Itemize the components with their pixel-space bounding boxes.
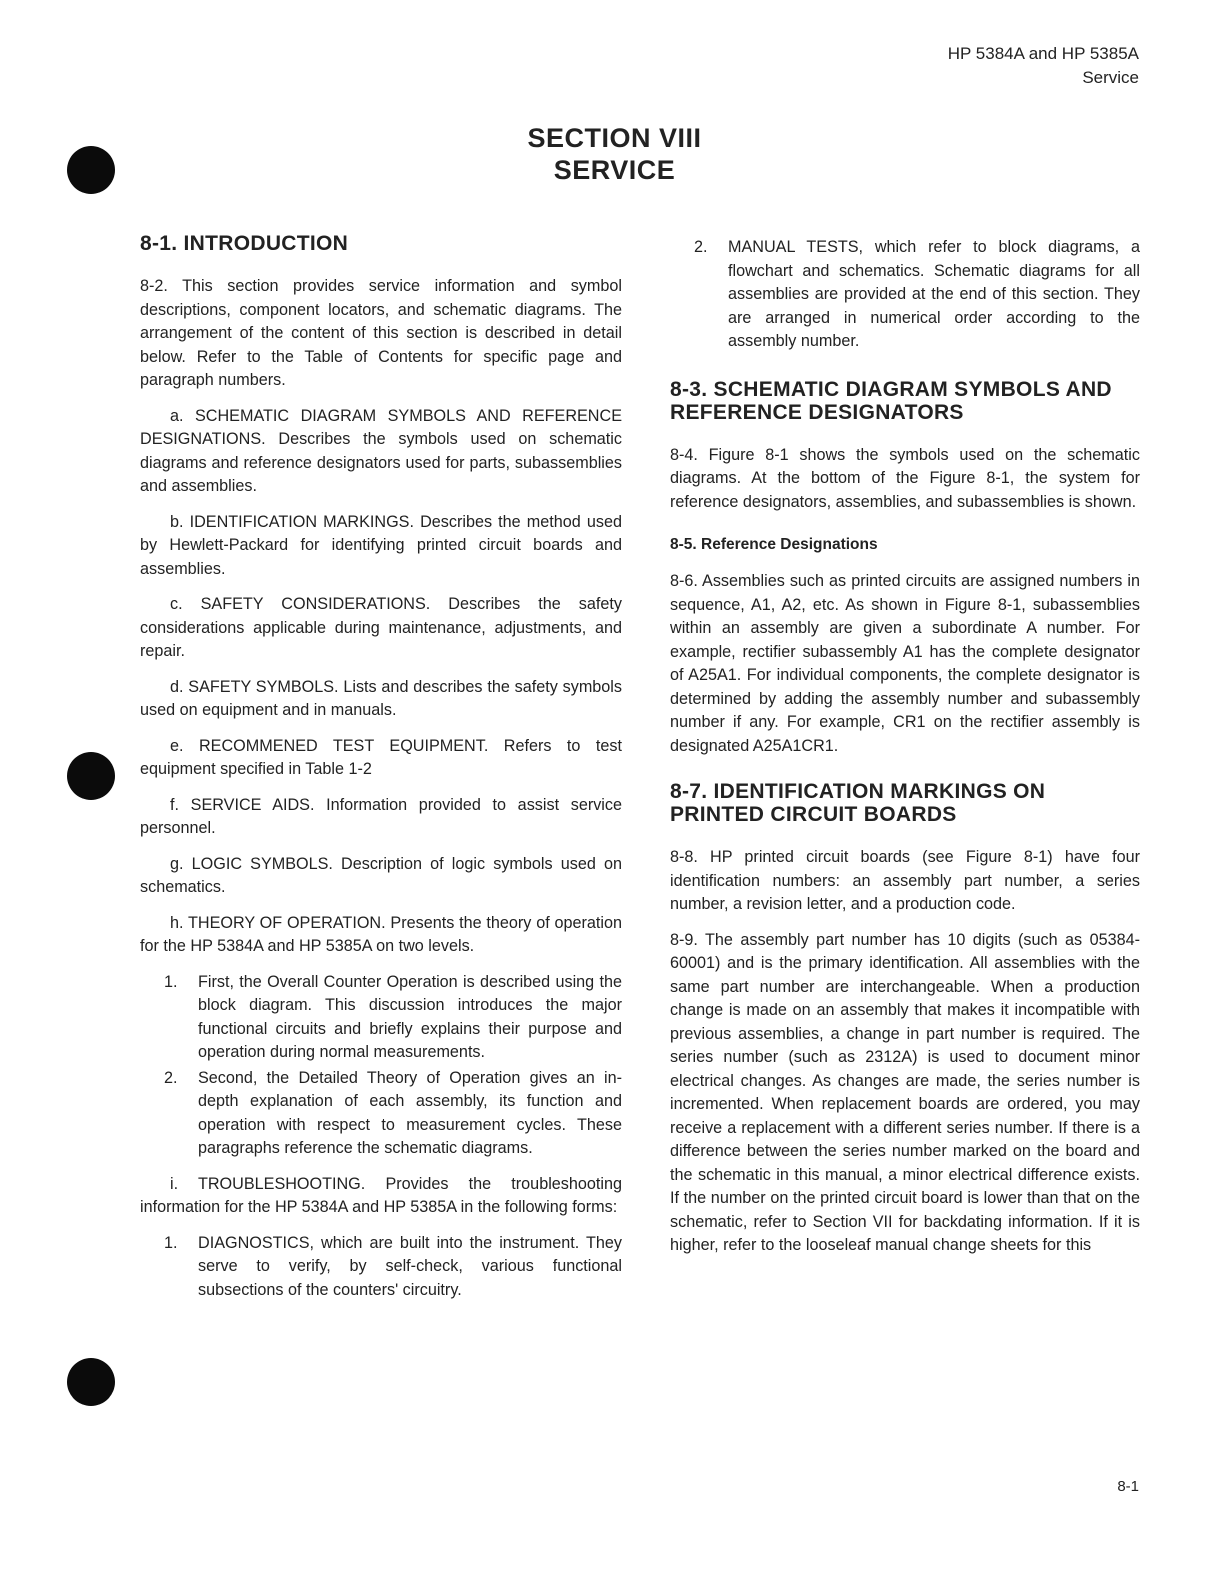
paragraph-8-6: 8-6. Assemblies such as printed circuits are assigned numbers in sequence, A1, A2, etc. As shown in Figure 8-1, subassemblies within an assembly are given a subordinate A number. For example, rectifier subassembly A1 has the complete designator of A25A1. For individual components, the complete designator is determined by adding the assembly number and subassembly number if any. For example, CR1 on the rectifier assembly is designated A25A1CR1. bbox=[670, 572, 1140, 755]
left-column bbox=[140, 232, 622, 1314]
binder-hole-middle bbox=[67, 752, 115, 800]
header-part: Service bbox=[1082, 68, 1139, 87]
right-column bbox=[670, 236, 1140, 1270]
binder-hole-bottom bbox=[67, 1358, 115, 1406]
troubleshooting-list bbox=[140, 1232, 622, 1303]
list-item: 1. First, the Overall Counter Operation is described using the block diagram. This discussion introduces the major functional circuits and briefly explains their purpose and operation during normal measurements. bbox=[164, 972, 622, 1061]
heading-8-5: 8-5. Reference Designations bbox=[670, 536, 878, 553]
item-i: i. TROUBLESHOOTING. Provides the troubleshooting information for the HP 5384A and HP 5385A in the following forms: bbox=[140, 1174, 622, 1216]
troubleshooting-list-continued bbox=[670, 236, 1140, 354]
running-header bbox=[948, 42, 1139, 90]
list-item: 1. DIAGNOSTICS, which are built into the instrument. They serve to verify, by self-check, various functional subsections of the counters' circuitry. bbox=[164, 1233, 622, 1299]
theory-levels-list bbox=[140, 971, 622, 1161]
section-title-line2: SERVICE bbox=[553, 155, 676, 185]
item-g: g. LOGIC SYMBOLS. Description of logic symbols used on schematics. bbox=[140, 854, 622, 896]
item-d: d. SAFETY SYMBOLS. Lists and describes the safety symbols used on equipment and in manuals. bbox=[140, 677, 622, 719]
list-item: 2. Second, the Detailed Theory of Operation gives an in-depth explanation of each assembly, its function and operation with respect to measurement cycles. These paragraphs reference the schematic diagrams. bbox=[164, 1068, 622, 1157]
item-f: f. SERVICE AIDS. Information provided to assist service personnel. bbox=[140, 795, 622, 837]
paragraph-8-9: 8-9. The assembly part number has 10 digits (such as 05384-60001) and is the primary identification. All assemblies with the same part number are interchangeable. When a production change is made on an assembly that makes it incompatible with previous assemblies, a change in part number is required. The series number (such as 2312A) is used to document minor electrical changes. As changes are made, the series number is incremented. When replacement boards are ordered, you may receive a replacement with a different series number. If there is a difference between the series number marked on the board and the schematic in this manual, a minor electrical difference exists. If the number on the printed circuit board is lower than that on the schematic, refer to Section VII for backdating information. If it is higher, refer to the looseleaf manual change sheets for this bbox=[670, 930, 1140, 1254]
item-e: e. RECOMMENED TEST EQUIPMENT. Refers to test equipment specified in Table 1-2 bbox=[140, 736, 622, 778]
paragraph-8-4: 8-4. Figure 8-1 shows the symbols used on the schematic diagrams. At the bottom of the Figure 8-1, the system for reference designators, assemblies, and subassemblies is shown. bbox=[670, 445, 1140, 511]
item-b: b. IDENTIFICATION MARKINGS. Describes the method used by Hewlett-Packard for identifying printed circuit boards and assemblies. bbox=[140, 512, 622, 578]
paragraph-8-8: 8-8. HP printed circuit boards (see Figure 8-1) have four identification numbers: an assembly part number, a series number, a revision letter, and a production code. bbox=[670, 848, 1140, 913]
heading-8-7: 8-7. IDENTIFICATION MARKINGS ON PRINTED CIRCUIT BOARDS bbox=[670, 780, 1046, 826]
header-model: HP 5384A and HP 5385A bbox=[947, 44, 1139, 63]
heading-introduction: 8-1. INTRODUCTION bbox=[140, 232, 349, 255]
page-number: 8-1 bbox=[1117, 1478, 1139, 1495]
section-title bbox=[0, 122, 1229, 186]
list-item: 2. MANUAL TESTS, which refer to block diagrams, a flowchart and schematics. Schematic diagrams for all assemblies are provided at the end of this section. They are arranged in numerical order according to the assembly number. bbox=[694, 238, 1140, 350]
item-c: c. SAFETY CONSIDERATIONS. Describes the safety considerations applicable during maintenance, adjustments, and repair. bbox=[140, 595, 622, 660]
item-h: h. THEORY OF OPERATION. Presents the theory of operation for the HP 5384A and HP 5385A on two levels. bbox=[140, 913, 622, 955]
section-title-line1: SECTION VIII bbox=[527, 123, 702, 153]
paragraph-8-2: 8-2. This section provides service information and symbol descriptions, component locators, and schematic diagrams. The arrangement of the content of this section is described in detail below. Refer to the Table of Contents for specific page and paragraph numbers. bbox=[140, 277, 622, 389]
heading-8-3: 8-3. SCHEMATIC DIAGRAM SYMBOLS AND REFERENCE DESIGNATORS bbox=[670, 377, 1112, 424]
item-a: a. SCHEMATIC DIAGRAM SYMBOLS AND REFERENCE DESIGNATIONS. Describes the symbols used on schematic diagrams and reference designators used for parts, subassemblies and assemblies. bbox=[140, 406, 622, 495]
